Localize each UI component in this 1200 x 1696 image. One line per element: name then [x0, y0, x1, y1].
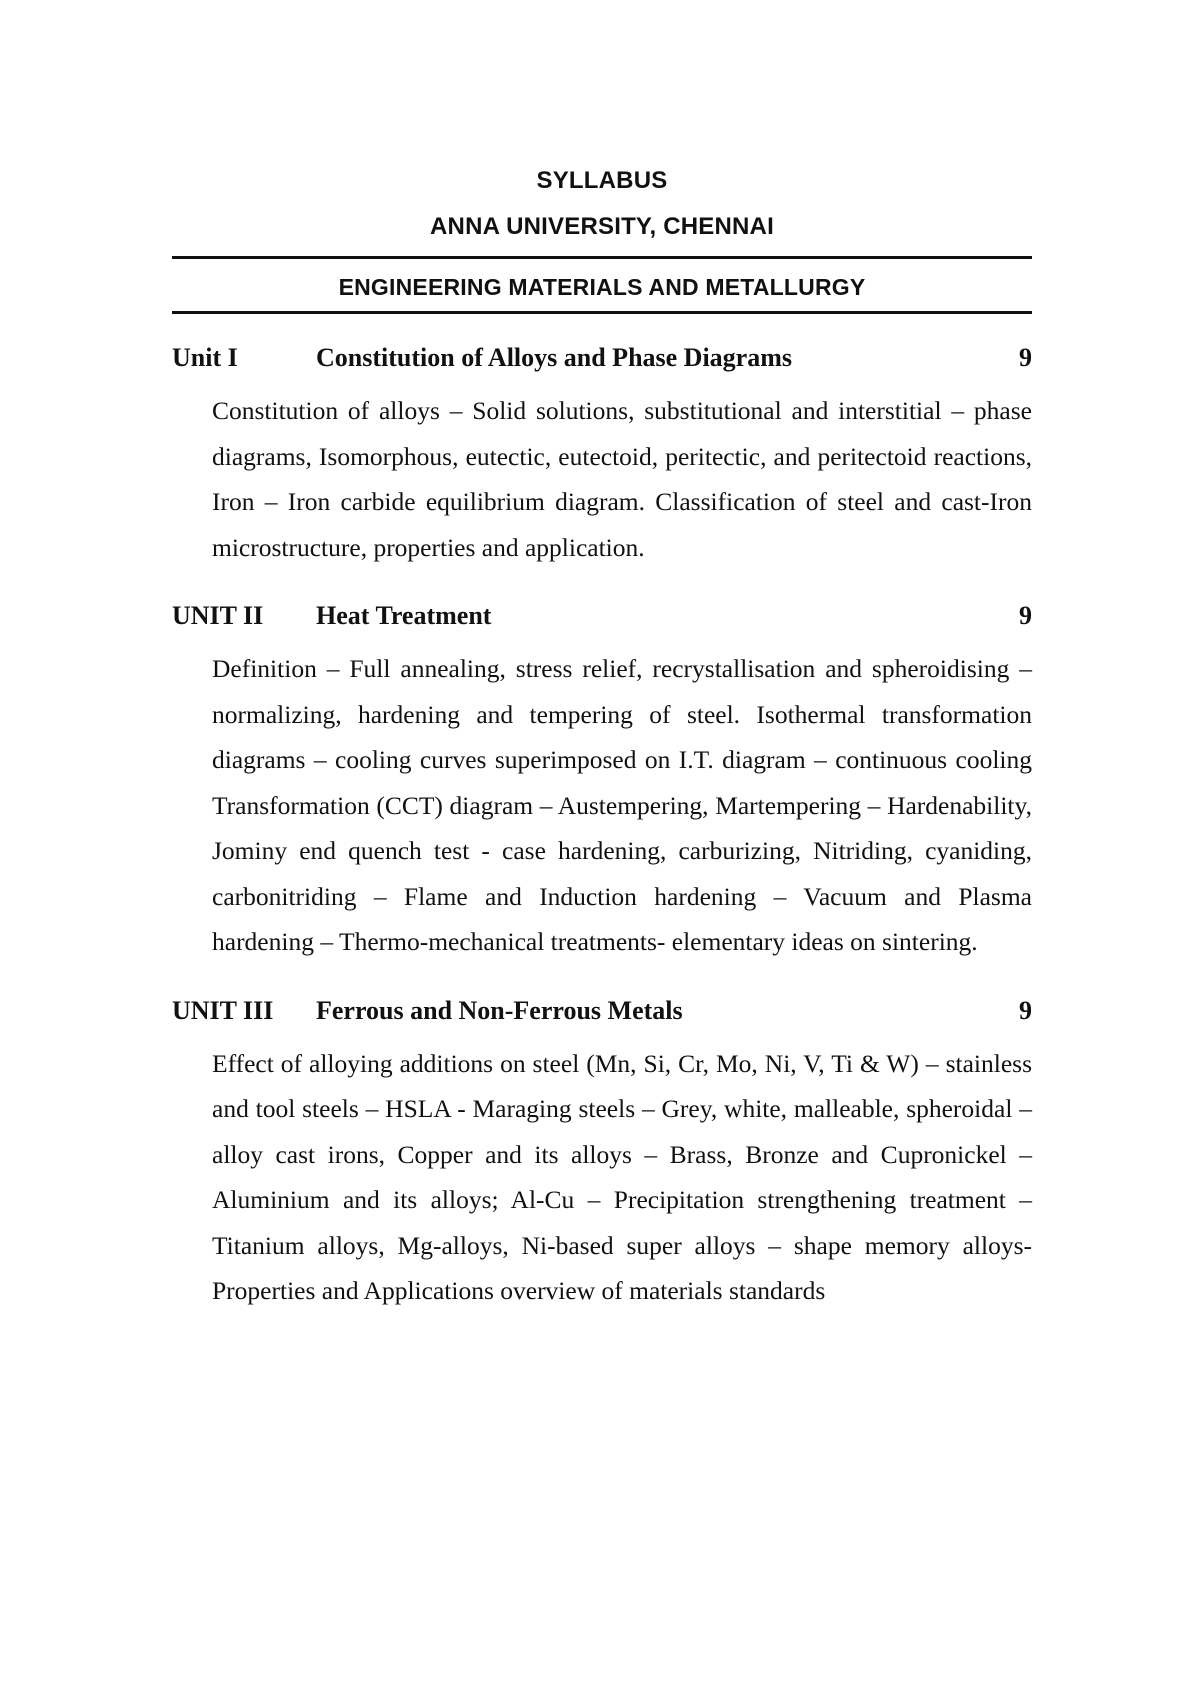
unit-header: [172, 342, 1032, 374]
unit-section-1: [172, 342, 1032, 570]
unit-hours: 9: [1019, 601, 1032, 630]
unit-section-3: [172, 995, 1032, 1314]
subject-title: ENGINEERING MATERIALS AND METALLURGY: [338, 274, 866, 300]
unit-title: Constitution of Alloys and Phase Diagrams: [316, 343, 792, 372]
unit-description: Constitution of alloys – Solid solutions, substitutional and interstitial – phase diagrams, Isomorphous, eutectic, eutectoid, peritectic, and peritectoid reactions, Iron – Iron carbide equilibrium diagram. Classification of steel and cast-Iron microstructure, properties and application.: [212, 396, 1032, 562]
document-title: SYLLABUS: [536, 167, 668, 194]
unit-description: Effect of alloying additions on steel (Mn, Si, Cr, Mo, Ni, V, Ti & W) – stainless and tool steels – HSLA - Maraging steels – Grey, white, malleable, spheroidal – alloy cast irons, Copper and its alloys – Brass, Bronze and Cupronickel – Aluminium and its alloys; Al-Cu – Precipitation strengthening treatment – Titanium alloys, Mg-alloys, Ni-based super alloys – shape memory alloys- Properties and Applications overview of materials standards: [212, 1048, 1032, 1305]
unit-description: Definition – Full annealing, stress relief, recrystallisation and spheroidising – normalizing, hardening and tempering of steel. Isothermal transformation diagrams – cooling curves superimposed on I.T. diagram – continuous cooling Transformation (CCT) diagram – Austempering, Martempering – Hardenability, Jominy end quench test - case hardening, carburizing, Nitriding, cyaniding, carbonitriding – Flame and Induction hardening – Vacuum and Plasma hardening – Thermo-mechanical treatments- elementary ideas on sintering.: [212, 654, 1032, 956]
bottom-divider: [172, 311, 1032, 314]
unit-hours: 9: [1019, 343, 1032, 372]
unit-hours: 9: [1019, 995, 1032, 1025]
syllabus-page: [172, 160, 1032, 1314]
unit-number: UNIT III: [172, 995, 274, 1025]
university-name: ANNA UNIVERSITY, CHENNAI: [430, 213, 774, 240]
unit-section-2: [172, 600, 1032, 965]
unit-header: [172, 995, 1032, 1027]
unit-number: UNIT II: [172, 601, 264, 630]
unit-number: Unit I: [172, 343, 238, 372]
unit-title: Heat Treatment: [316, 601, 492, 630]
unit-title: Ferrous and Non-Ferrous Metals: [316, 995, 683, 1025]
unit-header: [172, 600, 1032, 632]
